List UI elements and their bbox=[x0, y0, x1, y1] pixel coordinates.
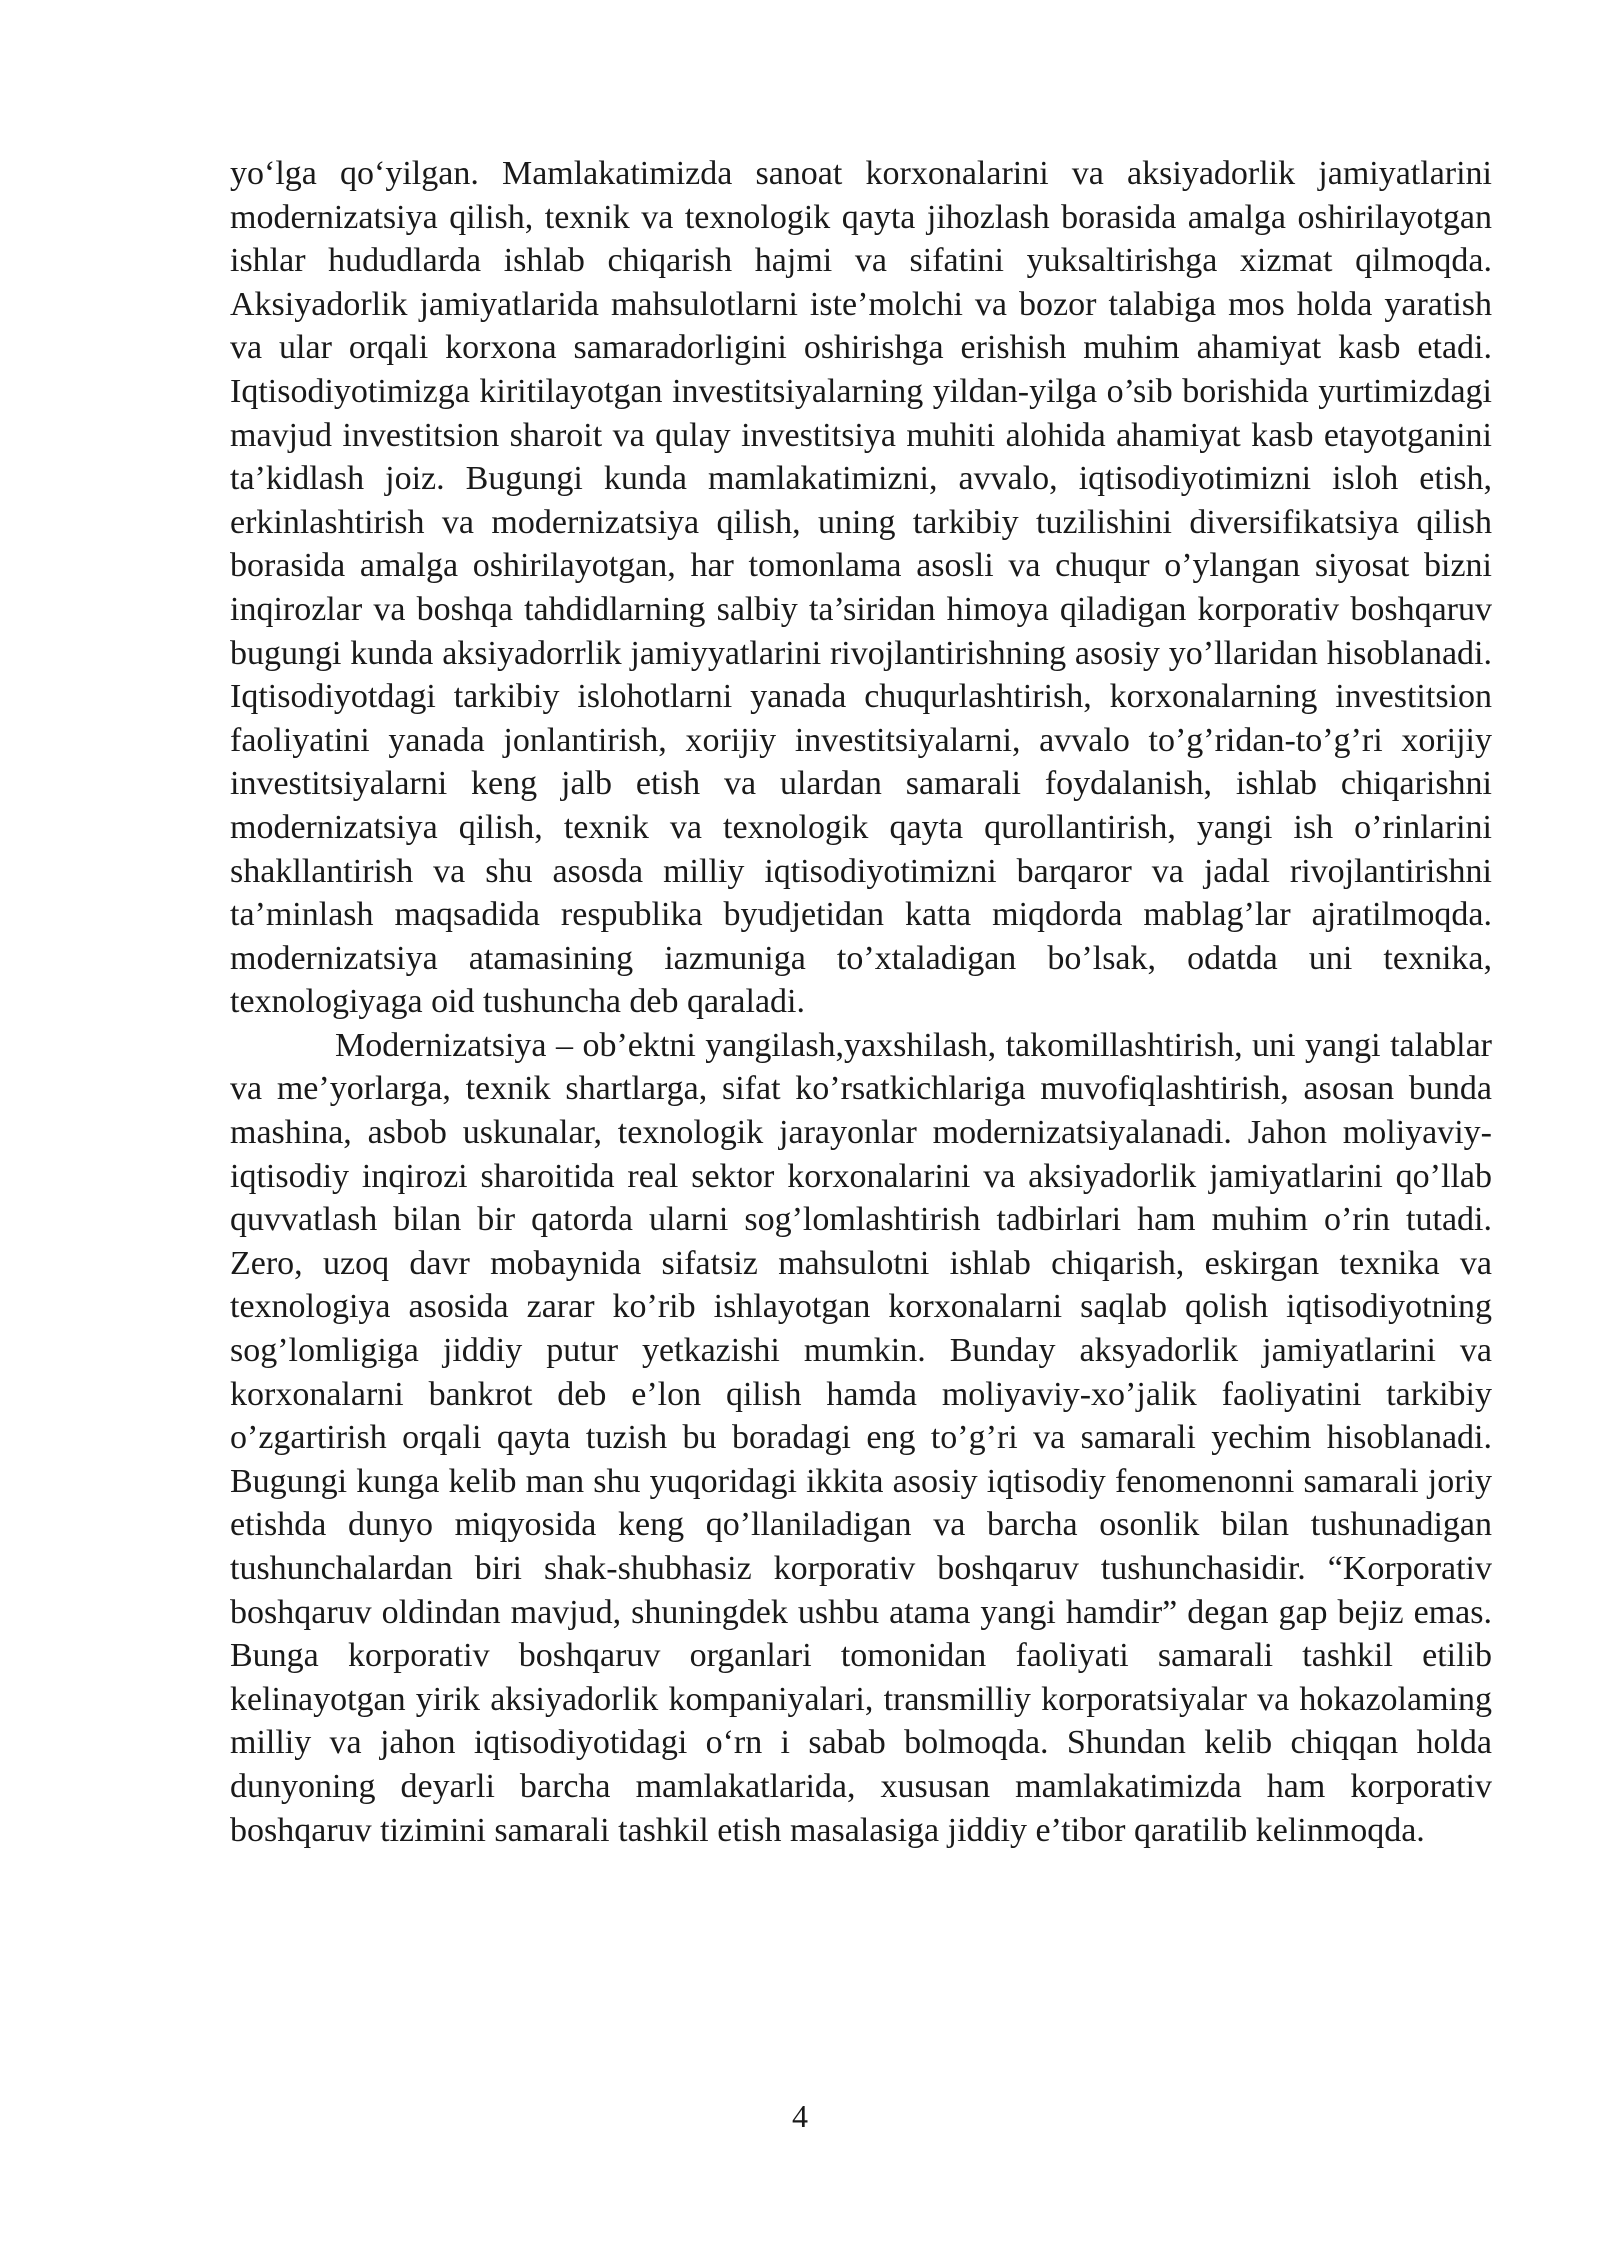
body-text bbox=[230, 152, 1492, 1852]
paragraph-modernizatsiya: Modernizatsiya – ob’ektni yangilash,yaxshilash, takomillashtirish, uni yangi talablar va me’yorlarga, texnik shartlarga, sifat ko’rsatkichlariga muvofiqlashtirish, asosan bunda mashina, asbob uskunalar, texnologik jarayonlar modernizatsiyalanadi. Jahon moliyaviy-iqtisodiy inqirozi sharoitida real sektor korxonalarini va aksiyadorlik jamiyatlarini qo’llab quvvatlash bilan bir qatorda ularni sog’lomlashtirish tadbirlari ham muhim o’rin tutadi. Zero, uzoq davr mobaynida sifatsiz mahsulotni ishlab chiqarish, eskirgan texnika va texnologiya asosida zarar ko’rib ishlayotgan korxonalarni saqlab qolish iqtisodiyotning sog’lomligiga jiddiy putur yetkazishi mumkin. Bunday aksyadorlik jamiyatlarini va korxonalarni bankrot deb e’lon qilish hamda moliyaviy-xo’jalik faoliyatini tarkibiy o’zgartirish orqali qayta tuzish bu boradagi eng to’g’ri va samarali yechim hisoblanadi. Bugungi kunga kelib man shu yuqoridagi ikkita asosiy iqtisodiy fenomenonni samarali joriy etishda dunyo miqyosida keng qo’llaniladigan va barcha osonlik bilan tushunadigan tushunchalardan biri shak-shubhasiz korporativ boshqaruv tushunchasidir. “Korporativ boshqaruv oldindan mavjud, shuningdek ushbu atama yangi hamdir” degan gap bejiz emas. Bunga korporativ boshqaruv organlari tomonidan faoliyati samarali tashkil etilib kelinayotgan yirik aksiyadorlik kompaniyalari, transmilliy korporatsiyalar va hokazolaming milliy va jahon iqtisodiyotidagi o‘rn i sabab bolmoqda. Shundan kelib chiqqan holda dunyoning deyarli barcha mamlakatlarida, xususan mamlakatimizda ham korporativ boshqaruv tizimini samarali tashkil etish masalasiga jiddiy e’tibor qaratilib kelinmoqda. bbox=[230, 1026, 1492, 1849]
paragraph-continued: yo‘lga qo‘yilgan. Mamlakatimizda sanoat korxonalarini va aksiyadorlik jamiyatlarini modernizatsiya qilish, texnik va texnologik qayta jihozlash borasida amalga oshirilayotgan ishlar hududlarda ishlab chiqarish hajmi va sifatini yuksaltirishga xizmat qilmoqda. Aksiyadorlik jamiyatlarida mahsulotlarni iste’molchi va bozor talabiga mos holda yaratish va ular orqali korxona samaradorligini oshirishga erishish muhim ahamiyat kasb etadi. Iqtisodiyotimizga kiritilayotgan investitsiyalarning yildan-yilga o’sib borishida yurtimizdagi mavjud investitsion sharoit va qulay investitsiya muhiti alohida ahamiyat kasb etayotganini ta’kidlash joiz. Bugungi kunda mamlakatimizni, avvalo, iqtisodiyotimizni isloh etish, erkinlashtirish va modernizatsiya qilish, uning tarkibiy tuzilishini diversifikatsiya qilish borasida amalga oshirilayotgan, har tomonlama asosli va chuqur o’ylangan siyosat bizni inqirozlar va boshqa tahdidlarning salbiy ta’siridan himoya qiladigan korporativ boshqaruv bugungi kunda aksiyadorrlik jamiyyatlarini rivojlantirishning asosiy yo’llaridan hisoblanadi. Iqtisodiyotdagi tarkibiy islohotlarni yanada chuqurlashtirish, korxonalarning investitsion faoliyatini yanada jonlantirish, xorijiy investitsiyalarni, avvalo to’g’ridan-to’g’ri xorijiy investitsiyalarni keng jalb etish va ulardan samarali foydalanish, ishlab chiqarishni modernizatsiya qilish, texnik va texnologik qayta qurollantirish, yangi ish o’rinlarini shakllantirish va shu asosda milliy iqtisodiyotimizni barqaror va jadal rivojlantirishni ta’minlash maqsadida respublika byudjetidan katta miqdorda mablag’lar ajratilmoqda. modernizatsiya atamasining iazmuniga to’xtaladigan bo’lsak, odatda uni texnika, texnologiyaga oid tushuncha deb qaraladi. bbox=[230, 155, 1492, 1021]
page-number: 4 bbox=[792, 2098, 808, 2134]
